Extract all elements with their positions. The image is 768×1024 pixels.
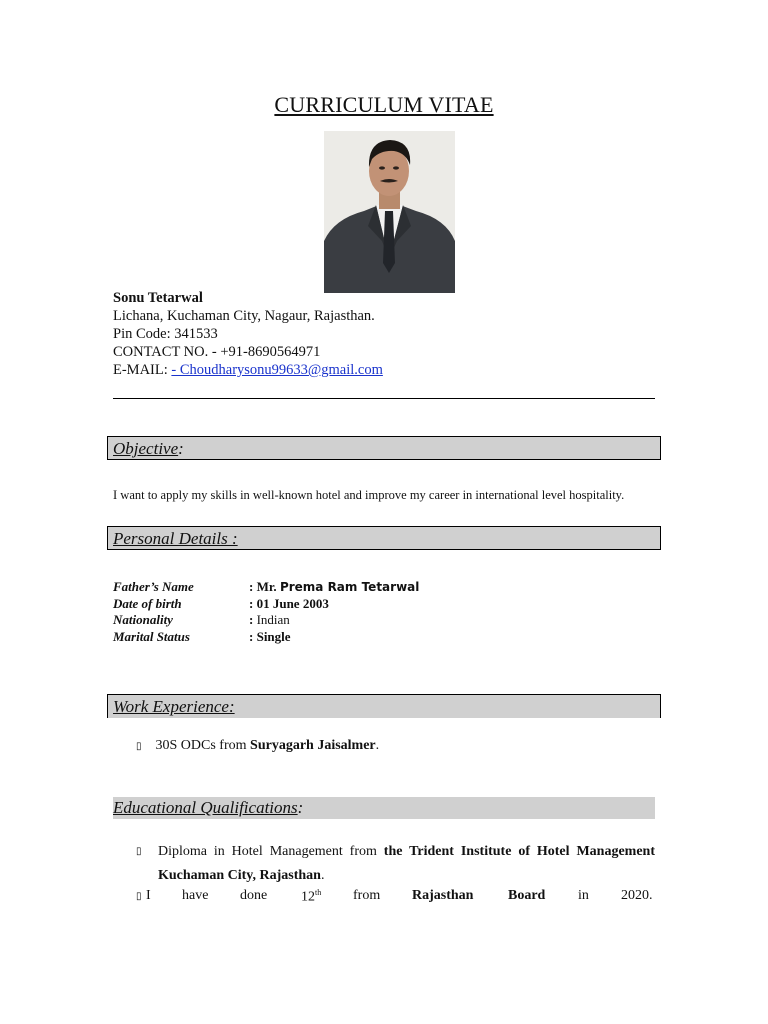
fathers-name-prefix: : Mr. — [249, 579, 280, 594]
bullet-icon: ▯ — [136, 741, 142, 752]
marital-status-text: Single — [256, 628, 291, 644]
marital-status-key: Marital Status — [113, 628, 190, 644]
education-item-text — [158, 840, 655, 888]
address: Lichana, Kuchaman City, Nagaur, Rajasthan. — [113, 308, 375, 324]
work-item-suffix: . — [375, 738, 380, 753]
profile-photo — [324, 131, 455, 293]
education-item — [136, 840, 655, 888]
contact-block — [113, 289, 383, 379]
edu2-word: have — [182, 888, 209, 903]
fathers-name-value — [249, 579, 419, 596]
edu2-grade: 12 — [301, 889, 315, 905]
edu2-word-bold: Board — [508, 888, 546, 903]
edu2-word: 2020. — [621, 888, 653, 903]
nationality-key: Nationality — [113, 612, 173, 627]
edu2-word: done — [240, 888, 268, 903]
education-heading-text: Educational Qualifications — [113, 798, 298, 817]
objective-heading — [107, 436, 661, 460]
education-item — [136, 888, 655, 910]
email-label: E-MAIL: — [113, 362, 172, 378]
phone-number: CONTACT NO. - +91-8690564971 — [113, 344, 321, 360]
fathers-name-key: Father’s Name — [113, 579, 194, 594]
education-item1-suffix: . — [320, 868, 325, 883]
education-item1-bold: the Trident Institute of Hotel Management Kuchaman City, Rajasthan — [158, 844, 655, 883]
email-line — [113, 361, 383, 379]
edu2-word: in — [578, 888, 589, 903]
work-item-bold: Suryagarh Jaisalmer — [250, 738, 376, 753]
work-item-prefix: 30S ODCs from — [155, 738, 251, 753]
marital-status-value — [249, 629, 291, 646]
edu2-word-grade — [301, 888, 321, 906]
bullet-icon: ▯ — [136, 846, 142, 857]
dob-prefix: : — [249, 595, 257, 611]
candidate-name: Sonu Tetarwal — [113, 290, 203, 306]
email-link[interactable]: - Choudharysonu99633@gmail.com — [171, 362, 383, 378]
nationality-text: Indian — [256, 612, 290, 627]
divider-line — [113, 398, 655, 399]
work-experience-heading — [107, 694, 661, 718]
edu2-word: I — [146, 888, 151, 903]
education-heading — [113, 797, 655, 819]
objective-heading-text: Objective — [113, 439, 179, 458]
work-experience-heading-text: Work Experience: — [113, 697, 235, 716]
dob-value — [249, 596, 329, 613]
edu2-word: from — [353, 888, 381, 903]
work-item — [136, 738, 379, 754]
education-item1-prefix: Diploma in Hotel Management from — [158, 844, 384, 859]
objective-text: I want to apply my skills in well-known hotel and improve my career in international level hospitality. — [113, 488, 625, 502]
personal-details-heading-text: Personal Details : — [113, 529, 238, 548]
education-heading-suffix: : — [297, 798, 304, 817]
marital-status-prefix: : — [249, 628, 257, 644]
edu2-grade-sup: th — [315, 888, 322, 897]
fathers-name-text: Prema Ram Tetarwal — [279, 580, 420, 594]
nationality-value — [249, 612, 290, 629]
pin-code: Pin Code: 341533 — [113, 326, 218, 342]
edu2-word-bold: Rajasthan — [412, 888, 474, 903]
bullet-icon: ▯ — [136, 891, 142, 902]
dob-text: 01 June 2003 — [256, 595, 329, 611]
personal-details-heading — [107, 526, 661, 550]
nationality-prefix: : — [249, 612, 257, 627]
objective-heading-suffix: : — [178, 439, 184, 458]
dob-key: Date of birth — [113, 595, 182, 611]
page-title: CURRICULUM VITAE — [274, 92, 494, 117]
